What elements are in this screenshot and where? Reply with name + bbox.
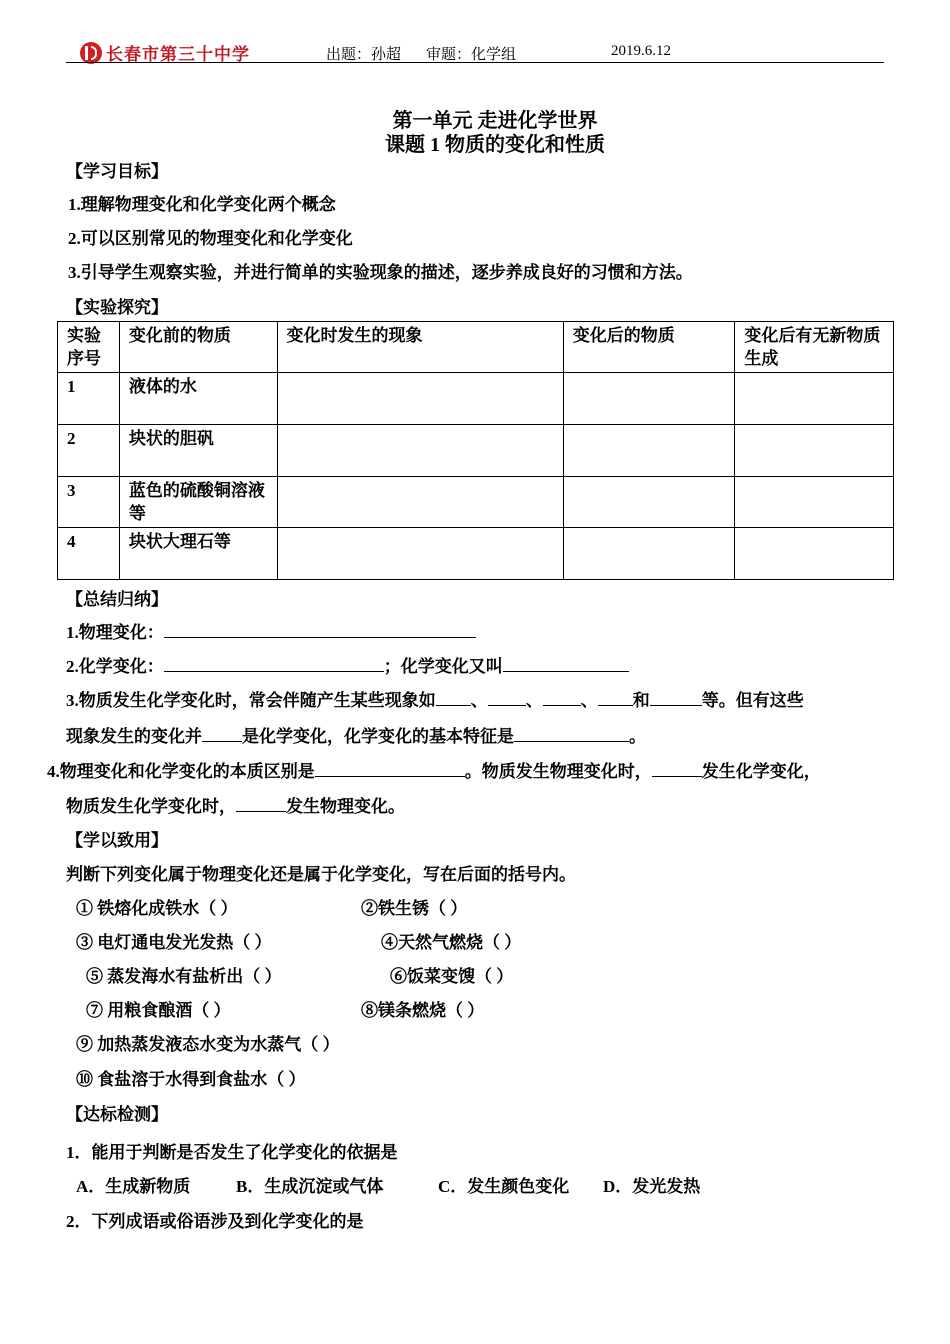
result-substance-cell[interactable]: [563, 477, 735, 528]
apply-item: ⑦ 用粮食酿酒（ ）: [86, 1001, 231, 1020]
answer-blank[interactable]: [543, 687, 581, 706]
summary-q4-text: 物质发生化学变化时，: [66, 797, 236, 816]
test-question-2: 2．下列成语或俗语涉及到化学变化的是: [66, 1212, 364, 1231]
summary-heading: 【总结归纳】: [66, 590, 168, 609]
new-substance-cell[interactable]: [735, 425, 894, 477]
objective-item: 1.理解物理变化和化学变化两个概念: [68, 195, 336, 214]
apply-item: ⑩ 食盐溶于水得到食盐水（ ）: [76, 1070, 306, 1089]
summary-q2-label: 2.化学变化：: [66, 657, 164, 676]
summary-q4: [47, 757, 821, 782]
summary-q3-text: 是化学变化，化学变化的基本特征是: [242, 727, 514, 746]
summary-q4-cont: [66, 792, 405, 817]
separator: 、: [580, 691, 598, 710]
summary-q3: [66, 686, 804, 711]
experiment-table: [57, 321, 894, 580]
option-a[interactable]: A．生成新物质: [76, 1177, 191, 1196]
conjunction: 和: [632, 691, 650, 710]
col-header: 变化时发生的现象: [277, 322, 563, 373]
table-row: [58, 477, 894, 528]
author: 出题：孙超: [326, 47, 402, 63]
result-substance-cell[interactable]: [563, 528, 735, 580]
answer-blank[interactable]: [503, 653, 629, 672]
apply-item: ②铁生锈（ ）: [361, 899, 468, 918]
row-substance: 蓝色的硫酸铜溶液等: [119, 477, 277, 528]
school-emblem-icon: [80, 42, 102, 64]
apply-item: ① 铁熔化成铁水（ ）: [76, 899, 238, 918]
answer-blank[interactable]: [436, 687, 471, 706]
separator: 、: [470, 691, 488, 710]
experiment-heading: 【实验探究】: [66, 298, 168, 317]
test-question-1: 1．能用于判断是否发生了化学变化的依据是: [66, 1143, 398, 1162]
apply-item: ⑨ 加热蒸发液态水变为水蒸气（ ）: [76, 1035, 340, 1054]
answer-blank[interactable]: [164, 619, 476, 638]
header-rule: [66, 62, 884, 63]
phenomenon-cell[interactable]: [277, 477, 563, 528]
summary-q3-label: 3.物质发生化学变化时，常会伴随产生某些现象如: [66, 691, 436, 710]
summary-q4-text: 。物质发生物理变化时，: [464, 762, 652, 781]
new-substance-cell[interactable]: [735, 528, 894, 580]
summary-q1: [66, 618, 476, 643]
table-row: [58, 373, 894, 425]
row-number: 4: [58, 528, 120, 580]
phenomenon-cell[interactable]: [277, 528, 563, 580]
apply-item: ⑧镁条燃烧（ ）: [361, 1001, 485, 1020]
col-header: 实验序号: [58, 322, 120, 373]
summary-q4-text: 发生化学变化，: [701, 762, 821, 781]
table-header-row: [58, 322, 894, 373]
summary-q3-text: 等。但有这些: [701, 691, 804, 710]
col-header: 变化后有无新物质生成: [735, 322, 894, 373]
apply-item: ⑤ 蒸发海水有盐析出（ ）: [86, 967, 282, 986]
test-heading: 【达标检测】: [66, 1105, 168, 1124]
answer-blank[interactable]: [488, 687, 526, 706]
answer-blank[interactable]: [514, 723, 629, 742]
new-substance-cell[interactable]: [735, 477, 894, 528]
objective-item: 2.可以区别常见的物理变化和化学变化: [68, 229, 353, 248]
table-row: [58, 425, 894, 477]
summary-q3-cont: [66, 722, 646, 747]
option-c[interactable]: C．发生颜色变化: [438, 1177, 570, 1196]
phenomenon-cell[interactable]: [277, 425, 563, 477]
row-number: 1: [58, 373, 120, 425]
result-substance-cell[interactable]: [563, 425, 735, 477]
answer-blank[interactable]: [598, 687, 633, 706]
summary-q1-label: 1.物理变化：: [66, 623, 164, 642]
table-row: [58, 528, 894, 580]
col-header: 变化前的物质: [119, 322, 277, 373]
row-number: 2: [58, 425, 120, 477]
summary-q4-label: 4.物理变化和化学变化的本质区别是: [47, 762, 315, 781]
summary-q2: [66, 652, 629, 677]
answer-blank[interactable]: [315, 758, 465, 777]
answer-blank[interactable]: [202, 723, 242, 742]
apply-item: ③ 电灯通电发光发热（ ）: [76, 933, 272, 952]
option-d[interactable]: D．发光发热: [603, 1177, 701, 1196]
lesson-title: 课题 1 物质的变化和性质: [385, 134, 605, 156]
summary-q3-text: 现象发生的变化并: [66, 727, 202, 746]
row-substance: 块状的胆矾: [119, 425, 277, 477]
apply-heading: 【学以致用】: [66, 831, 168, 850]
row-substance: 块状大理石等: [119, 528, 277, 580]
row-substance: 液体的水: [119, 373, 277, 425]
period: 。: [629, 727, 646, 746]
col-header: 变化后的物质: [563, 322, 735, 373]
summary-q4-text: 发生物理变化。: [286, 797, 405, 816]
result-substance-cell[interactable]: [563, 373, 735, 425]
date: 2019.6.12: [611, 43, 671, 59]
row-number: 3: [58, 477, 120, 528]
answer-blank[interactable]: [164, 653, 384, 672]
answer-blank[interactable]: [236, 793, 286, 812]
apply-instruction: 判断下列变化属于物理变化还是属于化学变化，写在后面的括号内。: [66, 865, 576, 884]
answer-blank[interactable]: [650, 687, 702, 706]
reviewer: 审题：化学组: [426, 47, 517, 63]
school-name: 长春市第三十中学: [106, 45, 250, 64]
summary-q2-alias: ；化学变化又叫: [383, 657, 503, 676]
phenomenon-cell[interactable]: [277, 373, 563, 425]
new-substance-cell[interactable]: [735, 373, 894, 425]
answer-blank[interactable]: [652, 758, 702, 777]
objective-item: 3.引导学生观察实验，并进行简单的实验现象的描述，逐步养成良好的习惯和方法。: [68, 263, 693, 282]
unit-title: 第一单元 走进化学世界: [392, 110, 598, 132]
apply-item: ④天然气燃烧（ ）: [381, 933, 522, 952]
separator: 、: [525, 691, 543, 710]
apply-item: ⑥饭菜变馊（ ）: [390, 967, 514, 986]
option-b[interactable]: B．生成沉淀或气体: [236, 1177, 384, 1196]
objectives-heading: 【学习目标】: [66, 162, 168, 181]
